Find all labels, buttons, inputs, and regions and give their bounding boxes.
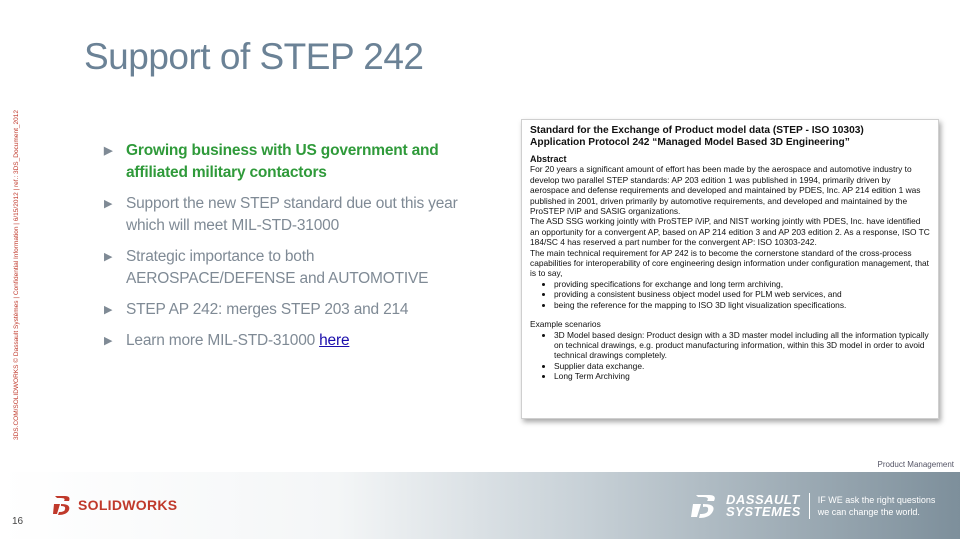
side-legal-text: 3DS.COM/SOLIDWORKS © Dassault Systèmes | Confidential Information | 6/15/2012 | ref.: 3DS_Document_2012 [13, 110, 20, 440]
logo-divider [809, 493, 810, 519]
bullet-text: Learn more MIL-STD-31000 [126, 332, 320, 349]
bullet-list [104, 140, 484, 361]
bullet-arrow-icon: ▶ [104, 335, 113, 347]
bullet-item [104, 140, 484, 184]
bullet-item [104, 193, 484, 237]
bullet-arrow-icon: ▶ [104, 251, 113, 263]
list-item: • 3D Model based design: Product design with a 3D master model including all the information typically on technical drawings, e.g. product manufacturing information, within this 3D model in order to avoid technical drawings completely. [554, 330, 930, 361]
abstract-label: Abstract [530, 154, 567, 164]
abstract-paragraph: The main technical requirement for AP 242 is to become the cornerstone standard of the cross-process capabilities for interoperability of core engineering design information under configuration management, that is to say, [530, 247, 929, 279]
standard-document-excerpt [521, 119, 939, 419]
dassault-logo-line1: DASSAULT [726, 492, 800, 507]
list-item: • Long Term Archiving [554, 371, 930, 381]
document-heading: Standard for the Exchange of Product model data (STEP - ISO 10303) [530, 125, 864, 136]
tagline-line2: we can change the world. [817, 507, 920, 517]
slide-title: Support of STEP 242 [84, 36, 424, 77]
bullet-item [104, 299, 484, 321]
abstract-paragraph: For 20 years a significant amount of effort has been made by the aerospace and automotive industry to develop two parallel STEP standards: AP 203 edition 1 was published in 1994, primarily driven by aerospace and defense requirements and developed and maintained by PDES, Inc. AP 214 edition 1 was published in 2001, driven primarily by automotive requirements, and developed and maintained by the ProSTEP iViP and SASIG organizations. [530, 164, 921, 217]
abstract-paragraph: The ASD SSG working jointly with ProSTEP iViP, and NIST working jointly with PDES, Inc. have identified an opportunity for a convergent AP, based on AP 214 edition 3 and AP 203 edition 2. As a response, ISO TC 184/SC 4 has reserved a part number for the convergent AP: ISO 10303-242. [530, 216, 930, 248]
tagline [818, 494, 936, 518]
here-link[interactable]: here [319, 332, 350, 349]
bullet-arrow-icon: ▶ [104, 145, 113, 157]
tagline-line1: IF WE ask the right questions [817, 495, 936, 505]
dassault-logo [690, 490, 935, 522]
solidworks-logo-text: SOLIDWORKS [78, 497, 178, 513]
dassault-logo-line2: SYSTEMES [726, 504, 801, 519]
bullet-item [104, 330, 484, 352]
document-subheading: Application Protocol 242 “Managed Model Based 3D Engineering” [530, 137, 850, 148]
bullet-text: STEP AP 242: merges STEP 203 and 214 [126, 301, 409, 318]
requirements-list [530, 279, 930, 310]
example-label: Example scenarios [530, 319, 601, 330]
dassault-logo-text [726, 494, 801, 518]
bullet-arrow-icon: ▶ [104, 304, 113, 316]
ds-swoosh-icon [52, 492, 74, 518]
bullet-text: Strategic importance to both AEROSPACE/DEFENSE and AUTOMOTIVE [126, 248, 429, 287]
ds-swoosh-icon [690, 490, 722, 522]
page-number: 16 [12, 516, 24, 527]
list-item: • being the reference for the mapping to ISO 3D light visualization specifications. [554, 300, 930, 310]
list-item: • providing specifications for exchange and long term archiving, [554, 279, 930, 289]
bullet-arrow-icon: ▶ [104, 198, 113, 210]
bullet-item [104, 246, 484, 290]
list-item: • Supplier data exchange. [554, 361, 930, 371]
section-label: Product Management [877, 460, 954, 469]
bullet-text: Growing business with US government and affiliated military contactors [126, 142, 439, 181]
list-item: • providing a consistent business object model used for PLM web services, and [554, 289, 930, 299]
solidworks-logo [52, 492, 177, 518]
bullet-text: Support the new STEP standard due out this year which will meet MIL-STD-31000 [126, 195, 458, 234]
scenarios-list [530, 330, 930, 382]
